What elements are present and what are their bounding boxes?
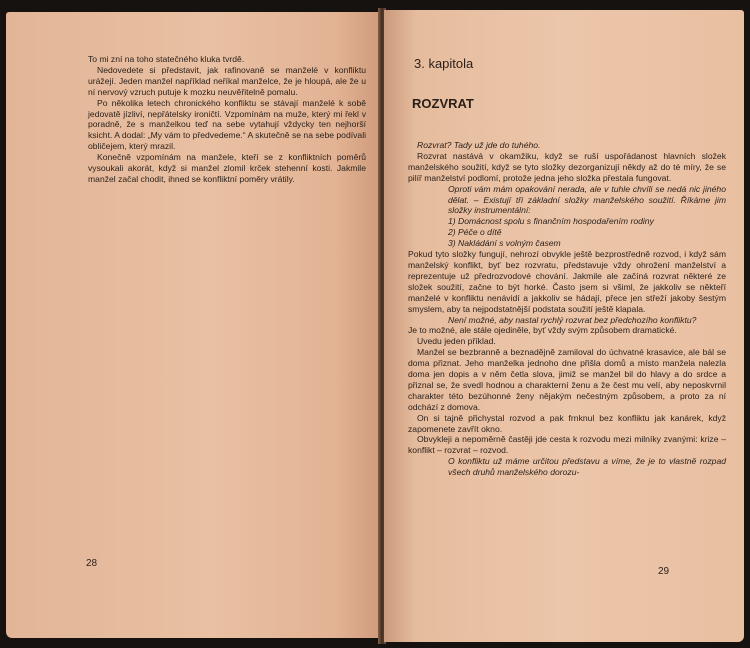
right-paragraph-9: Obvykleji a nepoměrně častěji jde cesta k rozvodu mezi milníky zvanými: krize – konflikt – rozvrat – rozvod.: [408, 434, 726, 456]
right-list-item-3: 3) Nakládání s volným časem: [448, 238, 561, 249]
right-page: [384, 10, 744, 642]
left-paragraph-2: Nedovedete si představit, jak rafinovaně se manželé v konfliktu urážejí. Jeden manžel například neříkal manželce, že je hloupá, ale že u ní nervový vzruch putuje k mozku neuvěřitelně pomalu.: [88, 64, 366, 97]
right-paragraph-1: Rozvrat? Tady už jde do tuhého.: [417, 140, 541, 150]
right-paragraph-2: Rozvrat nastává v okamžiku, když se ruší uspořádanost hlavních složek manželského soužití, když se tyto složky dezorganizují někdy až do té míry, že se pilíř manželství podlomí, protože jedna jeho složka přestala fungovat.: [408, 150, 726, 183]
right-paragraph-7: Manžel se bezbranně a beznadějně zamiloval do úchvatné krasavice, ale bál se doma přiznat. Jeho manželka jednoho dne přišla domů a místo manžela nalezla doma jen dopis a v něm četla slova, jimiž se manžel bil do hlavy a do srdce a přiznal se, že svedl hodnou a charakterní ženu a že čest mu velí, aby neposkvrnil charakter této bezúhonné ženy nějakým nečestným způsobem, a proto za ní odchází z domova.: [408, 347, 726, 412]
right-page-body: [408, 140, 726, 478]
left-page: [6, 12, 380, 638]
right-paragraph-10: O konfliktu už máme určitou představu a víme, že je to vlastně rozpad všech druhů manželského dorozu-: [448, 456, 726, 478]
right-paragraph-8: On si tajně přichystal rozvod a pak frnknul bez konfliktu jak kanárek, když zapomenete zavřít okno.: [408, 412, 726, 434]
left-paragraph-4: Konečně vzpomínám na manžele, kteří se z konfliktních poměrů vysoukali akorát, když si manžel zlomil krček stehenní kosti. Jakmile manžel začal chodit, ihned se konfliktní poměry vrátily.: [88, 152, 366, 184]
right-paragraph-4: Pokud tyto složky fungují, nehrozí obvykle ještě bezprostředně rozvod, i když sám manželský konflikt, byť bez rozvratu, představuje vždy ohrožení manželství a reprezentuje už předrozvodové chování. Jakmile ale začíná rozvrat některé ze složek soužití, začne to být horké. Často jsem si všiml, že jakkoliv se někteří manželé v konfliktu nenávidí a jakkoliv se hádají, přece jen střeží jakoby šestým smyslem, aby ta nejpodstatnější podstata soužití ještě klapala.: [408, 249, 726, 314]
right-page-number: 29: [658, 566, 670, 577]
right-list-item-2: 2) Péče o dítě: [448, 227, 502, 238]
left-page-number: 28: [86, 558, 98, 569]
chapter-label: 3. kapitola: [414, 56, 474, 71]
right-paragraph-5: Je to možné, ale stále ojediněle, byť vždy svým způsobem dramatické.: [408, 325, 677, 336]
left-page-body: [88, 54, 366, 185]
right-paragraph-3: Oproti vám mám opakování nerada, ale v tuhle chvíli se nedá nic jiného dělat. – Existují tři základní složky manželského soužití. Říkáme jim složky instrumentální:: [448, 183, 726, 216]
right-paragraph-6: Uvedu jeden příklad.: [417, 336, 496, 347]
right-question: Není možné, aby nastal rychlý rozvrat bez předchozího konfliktu?: [448, 314, 697, 325]
chapter-heading: ROZVRAT: [412, 96, 474, 111]
right-list-item-1: 1) Domácnost spolu s finančním hospodařením rodiny: [448, 216, 654, 227]
left-paragraph-3: Po několika letech chronického konfliktu se stávají manželé k sobě jedovatě jízliví, nepřátelsky ironičtí. Vzpomínám na muže, který mi řekl v poradně, že s manželkou teď na sebe vytahují vždycky ten nejhorší ksicht. A dodal: „My vám to předvedeme.“ A skutečně se na sebe podívali obličejem, který mrazil.: [88, 97, 367, 152]
left-paragraph-1: To mi zní na toho statečného kluka tvrdě.: [88, 54, 245, 64]
